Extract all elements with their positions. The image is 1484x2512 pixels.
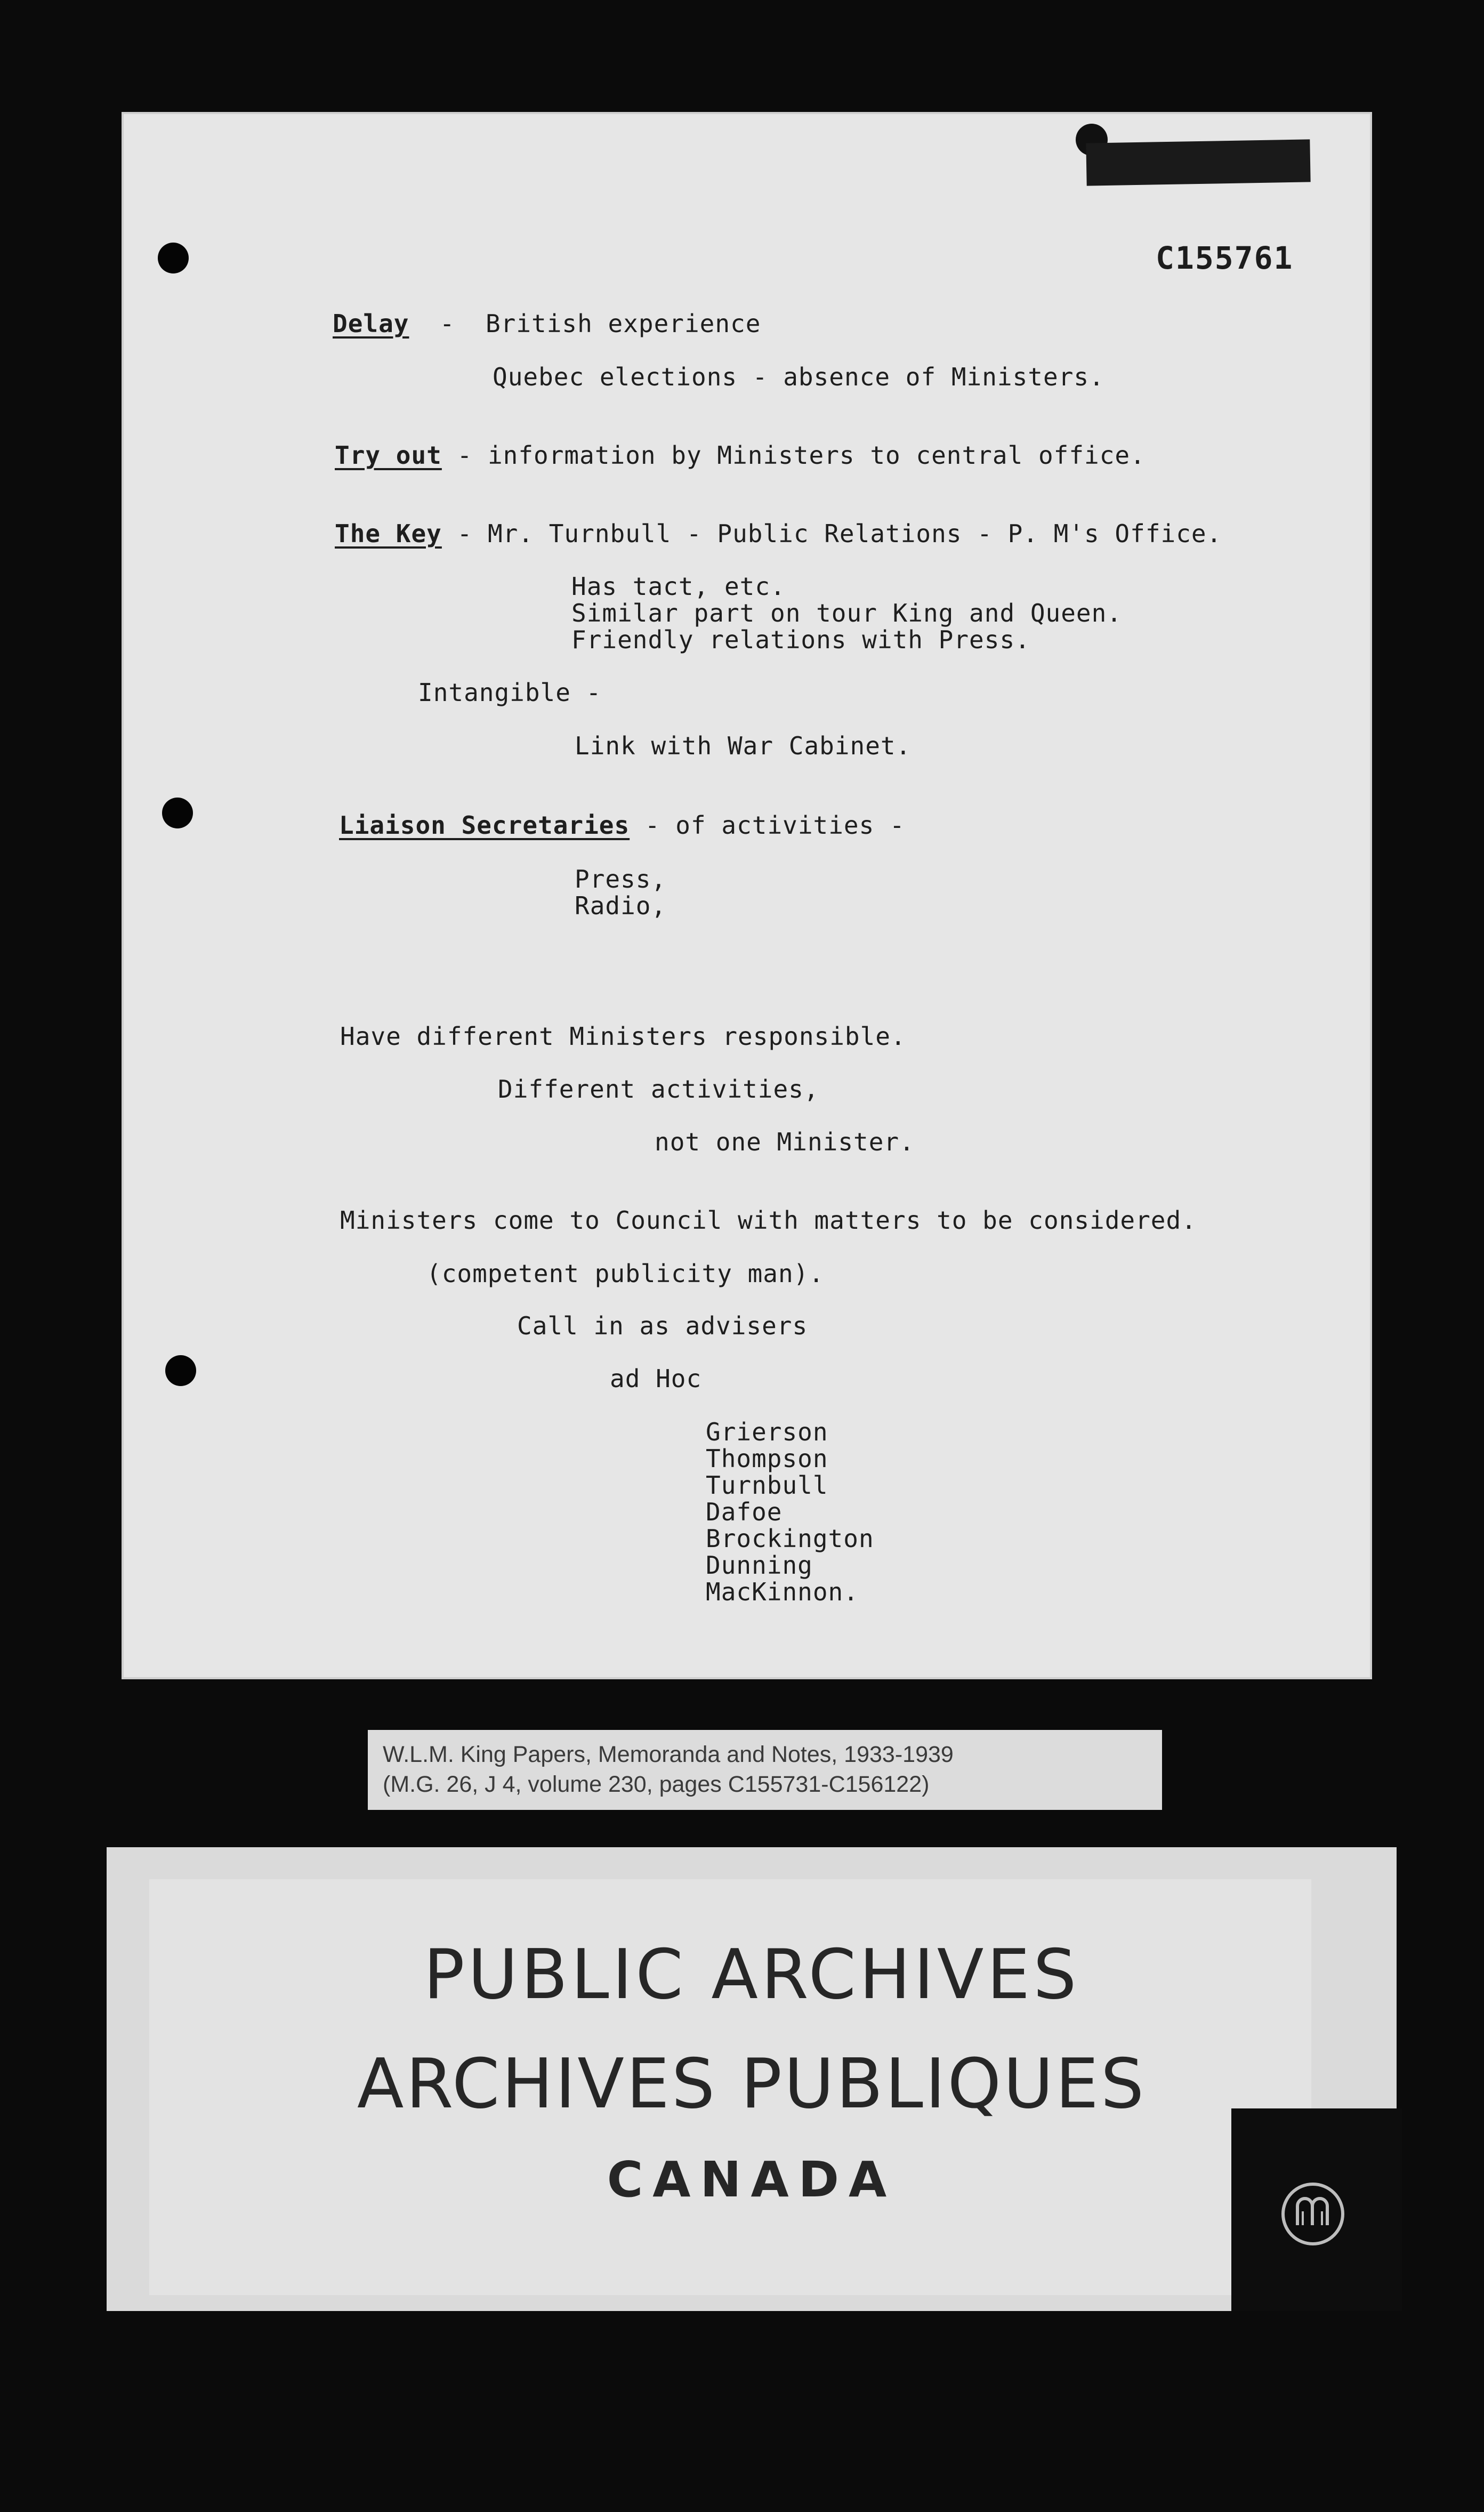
memo-line: Different activities, bbox=[498, 1075, 819, 1104]
advisor-name: Dunning bbox=[706, 1551, 813, 1580]
redaction-bar bbox=[1086, 139, 1310, 186]
memo-line: Call in as advisers bbox=[517, 1311, 808, 1340]
memo-line: ad Hoc bbox=[610, 1364, 702, 1393]
advisor-name: Turnbull bbox=[706, 1471, 828, 1500]
punch-hole bbox=[158, 243, 189, 273]
punch-hole bbox=[162, 798, 193, 828]
memo-line-liaison: Liaison Secretaries - of activities - bbox=[339, 811, 905, 840]
archives-banner bbox=[107, 1847, 1397, 2311]
memo-line-delay: Delay - British experience bbox=[333, 309, 761, 338]
memo-heading-the-key: The Key bbox=[335, 519, 442, 548]
memo-line-the-key: The Key - Mr. Turnbull - Public Relations - P. M's Office. bbox=[335, 519, 1222, 548]
memo-line: Link with War Cabinet. bbox=[575, 731, 912, 760]
memo-line: Friendly relations with Press. bbox=[571, 625, 1030, 654]
advisor-name: Thompson bbox=[706, 1444, 828, 1473]
memo-line: Have different Ministers responsible. bbox=[340, 1022, 906, 1051]
memo-line: (competent publicity man). bbox=[426, 1259, 825, 1288]
banner-title-english: PUBLIC ARCHIVES bbox=[423, 1935, 1080, 2015]
document-number: C155761 bbox=[1156, 240, 1294, 276]
memo-line: Radio, bbox=[575, 891, 667, 920]
banner-title-french: ARCHIVES PUBLIQUES bbox=[357, 2044, 1147, 2124]
typed-memo-page bbox=[122, 112, 1372, 1679]
punch-hole bbox=[165, 1355, 196, 1386]
citation-line-1: W.L.M. King Papers, Memoranda and Notes, 1933-1939 bbox=[383, 1742, 954, 1767]
memo-heading-try-out: Try out bbox=[335, 441, 442, 470]
advisor-name: MacKinnon. bbox=[706, 1577, 859, 1606]
citation-slip bbox=[368, 1730, 1162, 1810]
memo-heading-liaison: Liaison Secretaries bbox=[339, 811, 630, 840]
memo-line: Quebec elections - absence of Ministers. bbox=[493, 363, 1104, 391]
archives-logo-icon bbox=[1279, 2180, 1346, 2248]
memo-line: Press, bbox=[575, 865, 667, 893]
advisor-name: Grierson bbox=[706, 1418, 828, 1446]
memo-line: Has tact, etc. bbox=[571, 572, 786, 601]
banner-country: CANADA bbox=[607, 2151, 897, 2208]
memo-line: Intangible - bbox=[418, 678, 602, 707]
memo-line: Similar part on tour King and Queen. bbox=[571, 599, 1122, 627]
advisor-name: Dafoe bbox=[706, 1497, 783, 1526]
memo-line: Ministers come to Council with matters to be considered. bbox=[340, 1206, 1197, 1235]
citation-line-2: (M.G. 26, J 4, volume 230, pages C155731-C156122) bbox=[383, 1772, 930, 1797]
memo-line-try-out: Try out - information by Ministers to central office. bbox=[335, 441, 1146, 470]
memo-line: not one Minister. bbox=[655, 1128, 915, 1156]
advisor-name: Brockington bbox=[706, 1524, 874, 1553]
memo-heading-delay: Delay bbox=[333, 309, 409, 338]
